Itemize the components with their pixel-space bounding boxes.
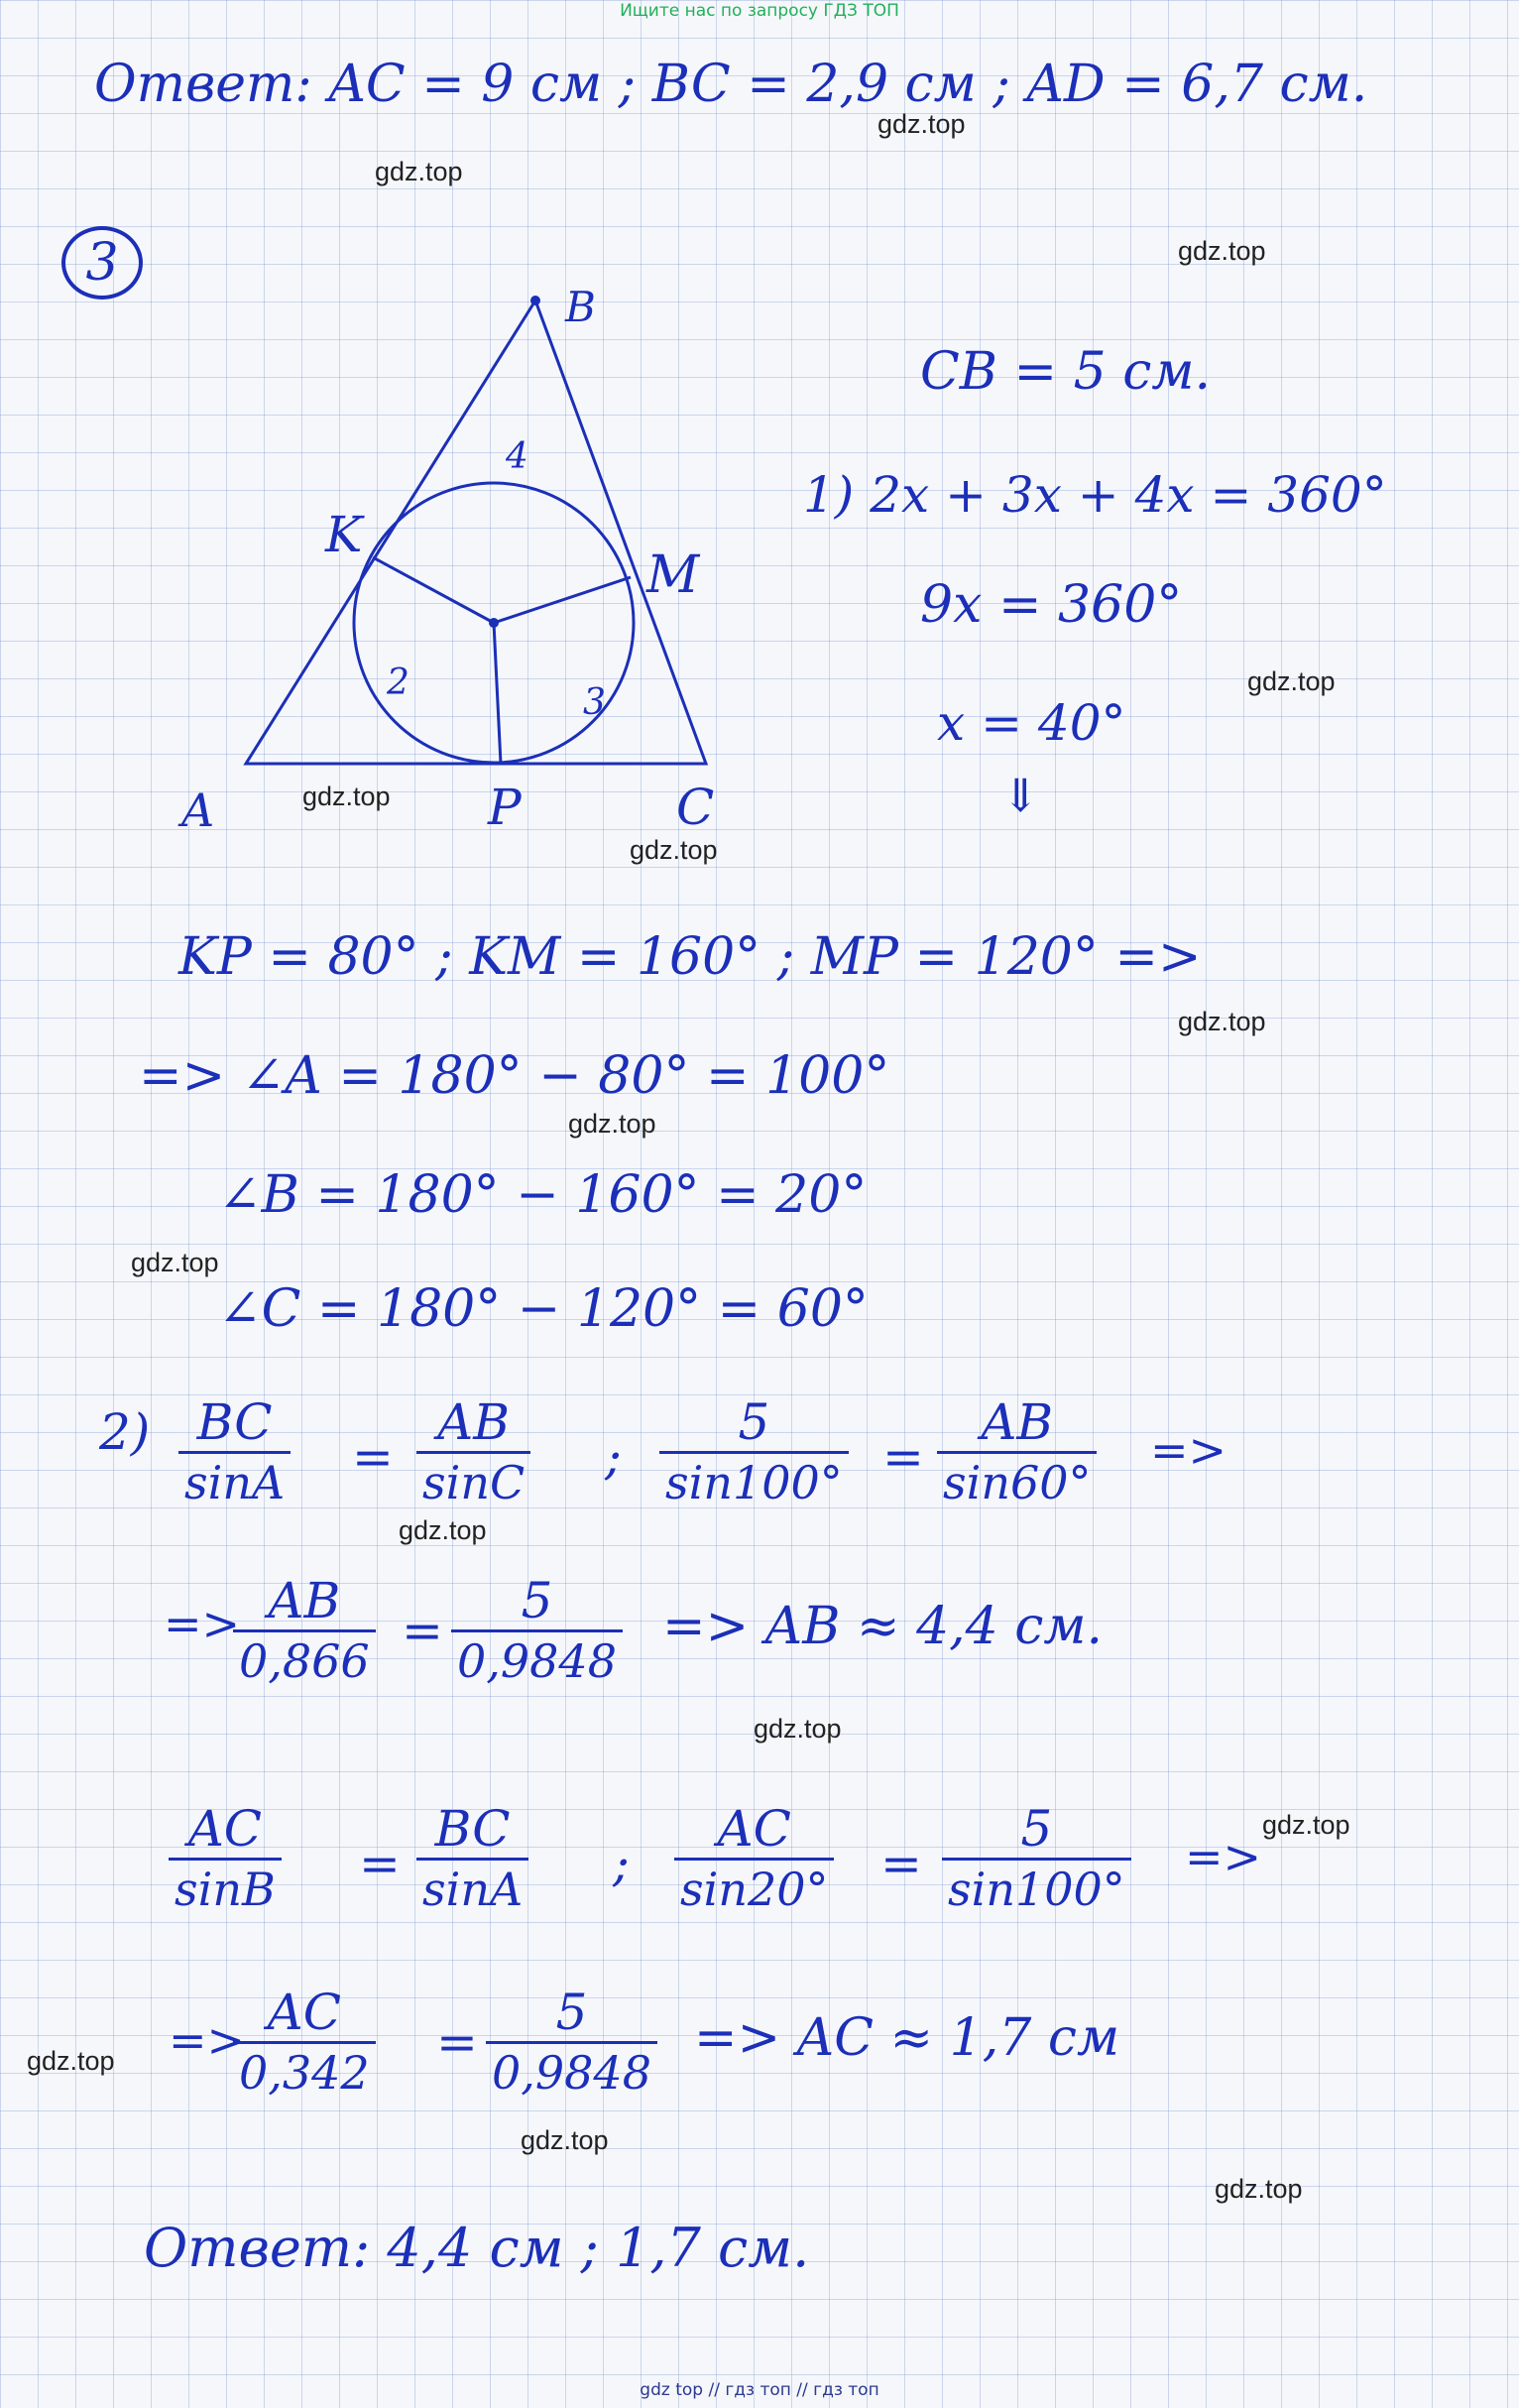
fraction-5-09848-2 — [486, 1984, 657, 2102]
implies-sign: => — [1150, 1423, 1227, 1477]
watermark: gdz.top — [1178, 236, 1266, 266]
fraction-numerator: BC — [434, 1800, 511, 1858]
fraction-numerator: 5 — [521, 1572, 553, 1629]
equals-sign: = — [882, 1428, 924, 1486]
fraction-ac-sin20 — [674, 1800, 834, 1918]
fraction-numerator: AB — [268, 1572, 341, 1629]
result-ac: => AC ≈ 1,7 см — [694, 2008, 1120, 2068]
fraction-ac-sinb — [169, 1800, 282, 1918]
label-a: A — [181, 783, 215, 837]
label-b: B — [565, 283, 596, 331]
fraction-numerator: 5 — [738, 1393, 770, 1451]
fraction-numerator: 5 — [1020, 1800, 1053, 1858]
watermark: gdz.top — [131, 1248, 219, 1277]
label-c: C — [676, 779, 715, 836]
fraction-denominator: sinA — [416, 1858, 528, 1918]
fraction-denominator: sin20° — [674, 1858, 834, 1918]
implies-sign: => — [169, 2013, 246, 2067]
equals-sign: = — [880, 1835, 922, 1892]
angle-c: ∠C = 180° − 120° = 60° — [218, 1279, 869, 1339]
equals-sign: = — [436, 2013, 478, 2071]
top-banner[interactable]: Ищите нас по запросу ГДЗ ТОП — [620, 1, 899, 21]
fraction-numerator: AC — [187, 1800, 263, 1858]
fraction-denominator: sinC — [416, 1451, 530, 1511]
watermark: gdz.top — [27, 2046, 115, 2076]
watermark: gdz.top — [521, 2125, 609, 2155]
fraction-denominator: sin100° — [942, 1858, 1131, 1918]
label-k: K — [325, 506, 363, 563]
implies-sign: => — [1185, 1830, 1262, 1883]
vertex-b-dot — [530, 296, 540, 305]
watermark: gdz.top — [630, 835, 718, 865]
arc-label-top: 4 — [506, 436, 528, 477]
label-p: P — [488, 779, 522, 836]
radius-om — [494, 577, 631, 623]
step2-label: 2) — [99, 1403, 151, 1461]
step1-equation: 1) 2x + 3x + 4x = 360° — [803, 466, 1387, 524]
equals-sign: = — [402, 1602, 443, 1659]
fraction-numerator: AC — [717, 1800, 791, 1858]
step1-implies-arrow: ⇓ — [1001, 769, 1040, 822]
fraction-denominator: sin60° — [937, 1451, 1097, 1511]
arcs-values: KP = 80° ; KM = 160° ; MP = 120° => — [178, 927, 1202, 987]
footer-links[interactable]: gdz top // гдз топ // гдз топ — [640, 2380, 879, 2400]
triangle-abc — [246, 301, 706, 764]
watermark: gdz.top — [1215, 2174, 1303, 2204]
fraction-bc-sina — [178, 1393, 291, 1511]
watermark: gdz.top — [877, 109, 966, 139]
fraction-denominator: sinA — [178, 1451, 291, 1511]
fraction-5-09848 — [451, 1572, 623, 1690]
incircle-center — [489, 618, 499, 628]
fraction-5-sin100 — [659, 1393, 849, 1511]
arc-label-left: 2 — [387, 662, 409, 703]
task-number: 3 — [85, 233, 119, 293]
label-m: M — [646, 545, 700, 605]
step1-sum: 9x = 360° — [920, 575, 1183, 635]
fraction-denominator: sinB — [169, 1858, 282, 1918]
fraction-ab-sinc — [416, 1393, 530, 1511]
fraction-5-sin100-2 — [942, 1800, 1131, 1918]
fraction-denominator: 0,342 — [233, 2041, 376, 2102]
equals-sign: = — [352, 1428, 394, 1486]
fraction-numerator: 5 — [555, 1984, 588, 2041]
radius-ok — [373, 557, 494, 623]
fraction-ac-0342 — [233, 1984, 376, 2102]
watermark: gdz.top — [1178, 1007, 1266, 1036]
fraction-ab-sin60 — [937, 1393, 1097, 1511]
watermark: gdz.top — [1247, 666, 1336, 696]
fraction-numerator: AB — [981, 1393, 1054, 1451]
angle-b: ∠B = 180° − 160° = 20° — [218, 1165, 868, 1225]
watermark: gdz.top — [754, 1714, 842, 1744]
fraction-denominator: sin100° — [659, 1451, 849, 1511]
separator: ; — [605, 1428, 622, 1486]
fraction-bc-sina-2 — [416, 1800, 528, 1918]
result-ab: => AB ≈ 4,4 см. — [662, 1597, 1104, 1656]
watermark: gdz.top — [1262, 1810, 1350, 1840]
fraction-denominator: 0,866 — [233, 1629, 376, 1690]
final-answer: Ответ: 4,4 см ; 1,7 см. — [144, 2217, 810, 2279]
fraction-numerator: AC — [267, 1984, 342, 2041]
watermark: gdz.top — [302, 782, 391, 811]
arc-label-right: 3 — [583, 682, 606, 723]
implies-sign: => — [164, 1597, 241, 1650]
equals-sign: = — [359, 1835, 401, 1892]
step1-x-value: x = 40° — [937, 694, 1126, 752]
fraction-ab-0866 — [233, 1572, 376, 1690]
angle-a: => ∠A = 180° − 80° = 100° — [139, 1046, 890, 1106]
given-cb: CB = 5 см. — [920, 342, 1212, 402]
previous-answer: Ответ: AC = 9 см ; BC = 2,9 см ; AD = 6,7 см. — [94, 55, 1368, 114]
fraction-numerator: BC — [196, 1393, 273, 1451]
radius-op — [494, 623, 501, 764]
watermark: gdz.top — [375, 157, 463, 186]
fraction-denominator: 0,9848 — [486, 2041, 657, 2102]
watermark: gdz.top — [399, 1515, 487, 1545]
watermark: gdz.top — [568, 1109, 656, 1139]
fraction-denominator: 0,9848 — [451, 1629, 623, 1690]
fraction-numerator: AB — [437, 1393, 510, 1451]
separator: ; — [613, 1835, 630, 1892]
